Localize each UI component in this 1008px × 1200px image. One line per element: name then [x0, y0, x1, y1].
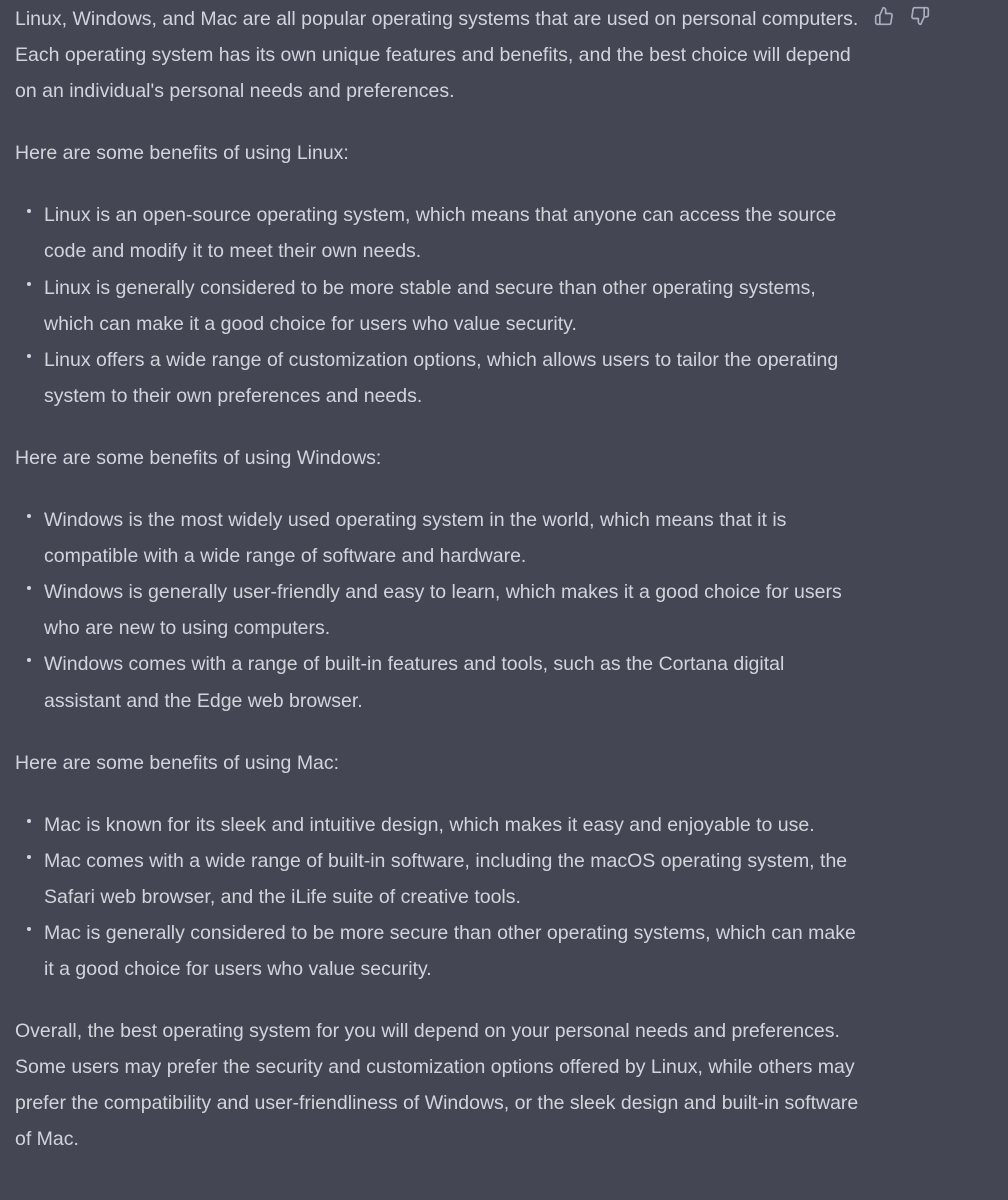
thumbs-up-button[interactable] — [872, 4, 896, 28]
windows-benefits-list — [15, 502, 865, 719]
feedback-buttons — [872, 4, 932, 28]
linux-heading: Here are some benefits of using Linux: — [15, 142, 349, 165]
assistant-message — [15, 1, 865, 1158]
thumbs-down-button[interactable] — [908, 4, 932, 28]
list-item: Windows is generally user-friendly and easy to learn, which makes it a good choice for users who are new to using computers. — [44, 574, 865, 646]
list-item: Mac is generally considered to be more secure than other operating systems, which can make it a good choice for users who value security. — [44, 915, 865, 987]
thumbs-up-icon — [874, 6, 894, 26]
list-item: Windows is the most widely used operating system in the world, which means that it is compatible with a wide range of software and hardware. — [44, 502, 865, 574]
list-item: Windows comes with a range of built-in features and tools, such as the Cortana digital assistant and the Edge web browser. — [44, 646, 865, 718]
mac-heading: Here are some benefits of using Mac: — [15, 751, 340, 774]
linux-benefits-list — [15, 197, 865, 414]
list-item: Linux is generally considered to be more stable and secure than other operating systems, which can make it a good choice for users who value security. — [44, 270, 865, 342]
thumbs-down-icon — [910, 6, 930, 26]
list-item: Linux offers a wide range of customization options, which allows users to tailor the operating system to their own preferences and needs. — [44, 342, 865, 414]
conclusion-paragraph: Overall, the best operating system for you will depend on your personal needs and preferences. Some users may prefer the security and customization options offered by Linux, while others may prefer the compatibility and user-friendliness of Windows, or the sleek design and built-in software of Mac. — [15, 1020, 859, 1151]
list-item: Mac comes with a wide range of built-in software, including the macOS operating system, the Safari web browser, and the iLife suite of creative tools. — [44, 843, 865, 915]
mac-benefits-list — [15, 807, 865, 987]
intro-paragraph: Linux, Windows, and Mac are all popular operating systems that are used on personal computers. Each operating system has its own unique features and benefits, and the best choice will depend on an individual's personal needs and preferences. — [15, 8, 859, 103]
windows-heading: Here are some benefits of using Windows: — [15, 446, 382, 469]
list-item: Mac is known for its sleek and intuitive design, which makes it easy and enjoyable to use. — [44, 807, 865, 843]
list-item: Linux is an open-source operating system, which means that anyone can access the source code and modify it to meet their own needs. — [44, 197, 865, 269]
